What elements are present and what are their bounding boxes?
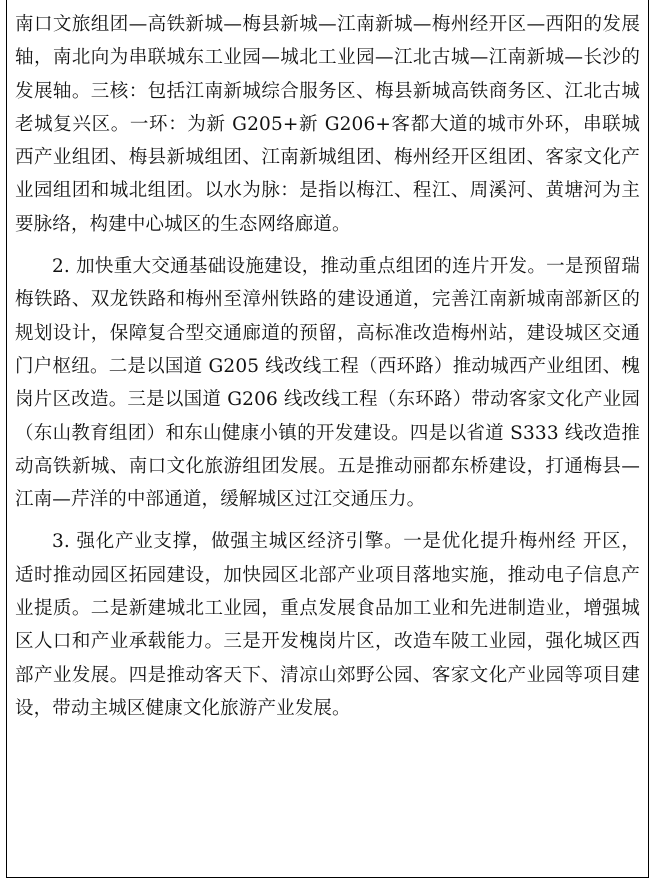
- paragraph-transport-infrastructure: 2. 加快重大交通基础设施建设，推动重点组团的连片开发。一是预留瑞梅铁路、双龙铁路和梅州至漳州铁路的建设通道，完善江南新城南部新区的规划设计，保障复合型交通廊道的预留，高标准改造梅州站，建设城区交通门户枢纽。二是以国道 G205 线改线工程（西环路）推动城西产业组团、槐岗片区改造。三是以国道 G206 线改线工程（东环路）带动客家文化产业园（东山教育组团）和东山健康小镇的开发建设。四是以省道 S333 线改造推动高铁新城、南口文化旅游组团发展。五是推动丽都东桥建设，打通梅县—江南—芹洋的中部通道，缓解城区过江交通压力。: [15, 256, 640, 511]
- paragraph-development-axes: 南口文旅组团—高铁新城—梅县新城—江南新城—梅州经开区—西阳的发展轴，南北向为串联城东工业园—城北工业园—江北古城—江南新城—长沙的发展轴。三核：包括江南新城综合服务区、梅县新城高铁商务区、江北古城老城复兴区。一环：为新 G205+新 G206+客都大道的城市外环，串联城西产业组团、梅县新城组团、江南新城组团、梅州经开区组团、客家文化产业园组团和城北组团。以水为脉：是指以梅江、程江、周溪河、黄塘河为主要脉络，构建中心城区的生态网络廊道。: [15, 14, 640, 235]
- document-frame: [6, 0, 649, 878]
- paragraph-industry-support: 3. 强化产业支撑，做强主城区经济引擎。一是优化提升梅州经 开区，适时推动园区拓园建设，加快园区北部产业项目落地实施，推动电子信息产业提质。二是新建城北工业园，重点发展食品加工业和先进制造业，增强城区人口和产业承载能力。三是开发槐岗片区，改造车陂工业园，强化城区西部产业发展。四是推动客天下、清凉山郊野公园、客家文化产业园等项目建设，带动主城区健康文化旅游产业发展。: [15, 531, 640, 719]
